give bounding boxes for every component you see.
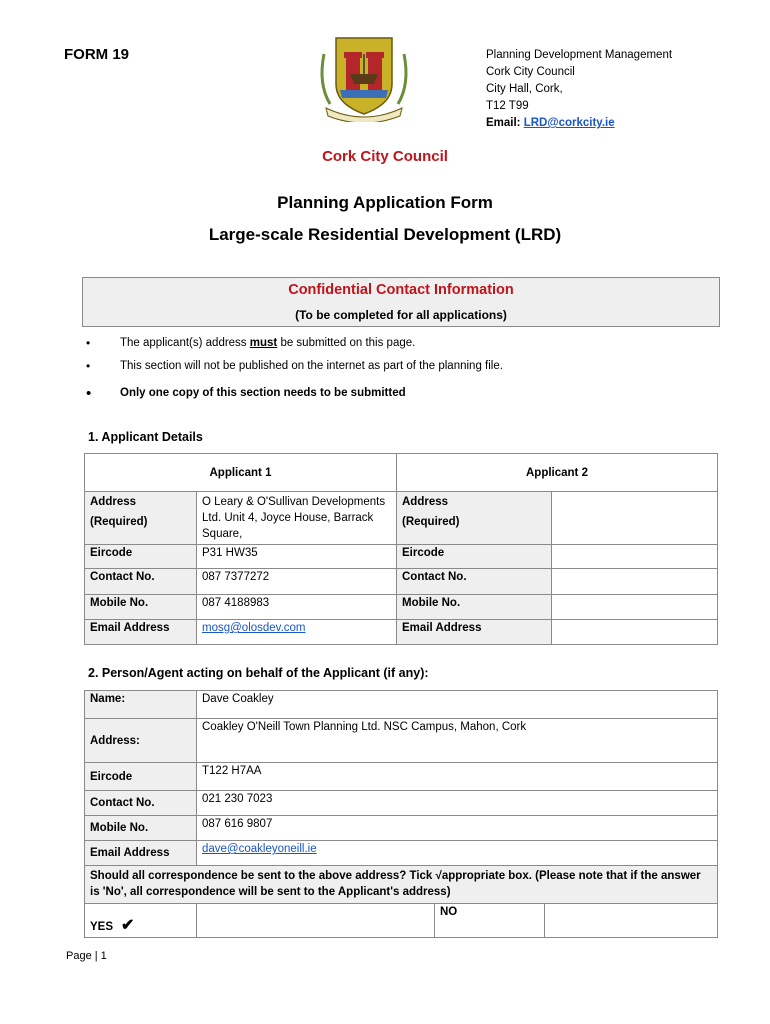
bullet-text: The applicant(s) address must be submitted on this page. xyxy=(120,337,416,349)
applicant-1-contact-field[interactable]: 087 7377272 xyxy=(197,569,397,595)
agent-contact-field[interactable]: 021 230 7023 xyxy=(197,791,718,816)
address-line: Cork City Council xyxy=(486,66,575,78)
agent-eircode-field[interactable]: T122 H7AA xyxy=(197,763,718,791)
council-email-link[interactable]: LRD@corkcity.ie xyxy=(523,117,615,129)
applicant-1-address-field[interactable]: O Leary & O'Sullivan Developments Ltd. Unit 4, Joyce House, Barrack Square, xyxy=(197,492,397,545)
bullet-icon: • xyxy=(86,336,91,350)
agent-address-field[interactable]: Coakley O'Neill Town Planning Ltd. NSC Campus, Mahon, Cork xyxy=(197,719,718,763)
email-label: Email Address xyxy=(85,620,197,645)
contact-label: Contact No. xyxy=(85,791,197,816)
eircode-label: Eircode xyxy=(397,545,552,569)
address-line: T12 T99 xyxy=(486,100,529,112)
applicant-2-header: Applicant 2 xyxy=(397,454,718,492)
applicant-2-address-field[interactable] xyxy=(552,492,718,545)
applicant-1-email-field[interactable] xyxy=(197,620,397,645)
correspondence-question: Should all correspondence be sent to the above address? Tick √appropriate box. (Please note that if the answer is 'No', all correspondence will be sent to the Applicant's address) xyxy=(85,866,718,904)
no-tick-box[interactable] xyxy=(545,904,718,938)
agent-details-table xyxy=(84,690,718,938)
mobile-label: Mobile No. xyxy=(397,595,552,620)
applicant-2-mobile-field[interactable] xyxy=(552,595,718,620)
page-number: Page | 1 xyxy=(66,950,107,962)
address-label: Address (Required) xyxy=(397,492,552,545)
cork-city-crest-logo xyxy=(316,34,412,122)
confidential-banner xyxy=(82,277,720,327)
no-option: NO xyxy=(435,904,545,938)
name-label: Name: xyxy=(85,691,197,719)
mobile-label: Mobile No. xyxy=(85,816,197,841)
applicant-1-eircode-field[interactable]: P31 HW35 xyxy=(197,545,397,569)
council-address xyxy=(486,47,672,132)
yes-tick-box[interactable] xyxy=(197,904,435,938)
agent-mobile-field[interactable]: 087 616 9807 xyxy=(197,816,718,841)
applicant-details-table xyxy=(84,453,718,645)
confidential-subtitle: (To be completed for all applications) xyxy=(295,308,507,322)
bullet-icon: • xyxy=(86,359,91,373)
agent-email-link[interactable]: dave@coakleyoneill.ie xyxy=(202,843,317,855)
section-2-heading: 2. Person/Agent acting on behalf of the Applicant (if any): xyxy=(88,666,429,680)
email-label: Email Address xyxy=(85,841,197,866)
address-line: Planning Development Management xyxy=(486,49,673,61)
agent-name-field[interactable]: Dave Coakley xyxy=(197,691,718,719)
mobile-label: Mobile No. xyxy=(85,595,197,620)
applicant-2-email-field[interactable] xyxy=(552,620,718,645)
form-subtitle: Large-scale Residential Development (LRD) xyxy=(208,225,562,244)
applicant-2-eircode-field[interactable] xyxy=(552,545,718,569)
applicant-1-email-link[interactable]: mosg@olosdev.com xyxy=(202,622,306,634)
address-label: Address: xyxy=(85,719,197,763)
eircode-label: Eircode xyxy=(85,545,197,569)
agent-email-field[interactable] xyxy=(197,841,718,866)
email-label: Email: xyxy=(486,117,524,129)
section-1-heading: 1. Applicant Details xyxy=(88,430,203,444)
email-label: Email Address xyxy=(397,620,552,645)
confidential-title: Confidential Contact Information xyxy=(288,282,514,298)
applicant-1-mobile-field[interactable]: 087 4188983 xyxy=(197,595,397,620)
address-label: Address (Required) xyxy=(85,492,197,545)
bullet-text: This section will not be published on the internet as part of the planning file. xyxy=(120,360,503,372)
form-title: Planning Application Form xyxy=(277,193,493,212)
contact-label: Contact No. xyxy=(397,569,552,595)
bullet-text: Only one copy of this section needs to be submitted xyxy=(120,387,406,399)
address-line: City Hall, Cork, xyxy=(486,83,563,95)
applicant-2-contact-field[interactable] xyxy=(552,569,718,595)
yes-option: YES ✔ xyxy=(85,904,197,938)
form-number: FORM 19 xyxy=(64,46,130,63)
bullet-icon: • xyxy=(86,385,92,402)
contact-label: Contact No. xyxy=(85,569,197,595)
applicant-1-header: Applicant 1 xyxy=(85,454,397,492)
check-icon: ✔ xyxy=(121,917,135,934)
council-name: Cork City Council xyxy=(322,148,448,165)
eircode-label: Eircode xyxy=(85,763,197,791)
